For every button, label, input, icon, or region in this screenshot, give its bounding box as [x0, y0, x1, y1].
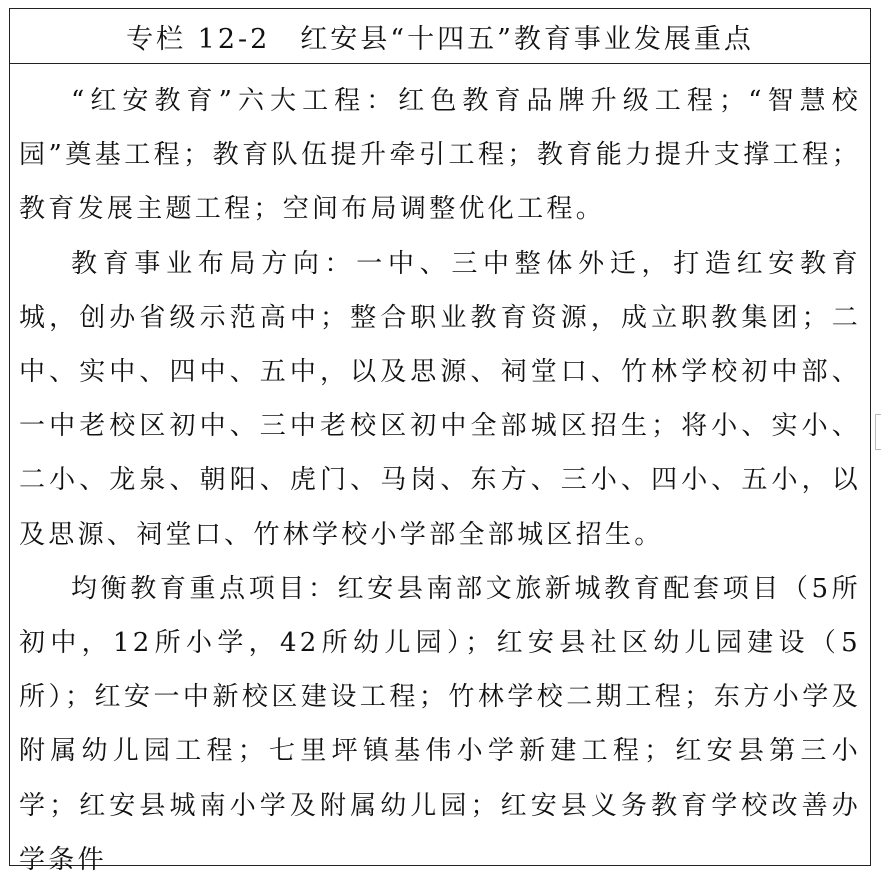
paragraph-layout-direction: 教育事业布局方向：一中、三中整体外迁，打造红安教育城，创办省级示范高中；整合职业教育资源，成立职教集团；二中、实中、四中、五中，以及思源、祠堂口、竹林学校初中部、一中老校区初中、三中老校区初中全部城区招生；将小、实小、二小、龙泉、朝阳、虎门、马岗、东方、三小、四小、五小，以及思源、祠堂口、竹林学校小学部全部城区招生。 [19, 248, 861, 550]
column-body [10, 64, 870, 887]
paragraph-key-projects: 均衡教育重点项目：红安县南部文旅新城教育配套项目（5所初中，12所小学，42所幼儿园）；红安县社区幼儿园建设（5所）；红安一中新校区建设工程；竹林学校二期工程；东方小学及附属幼儿园工程；七里坪镇基伟小学新建工程；红安县第三小学；红安县城南小学及附属幼儿园；红安县义务教育学校改善办学条件 [19, 573, 861, 875]
feature-column-box [9, 8, 871, 875]
paragraph-six-projects: “红安教育”六大工程：红色教育品牌升级工程；“智慧校园”奠基工程；教育队伍提升牵引工程；教育能力提升支撑工程；教育发展主题工程；空间布局调整优化工程。 [19, 86, 861, 225]
column-title: 专栏 12-2 红安县“十四五”教育事业发展重点 [10, 9, 870, 64]
page-edge-marker [875, 414, 881, 450]
